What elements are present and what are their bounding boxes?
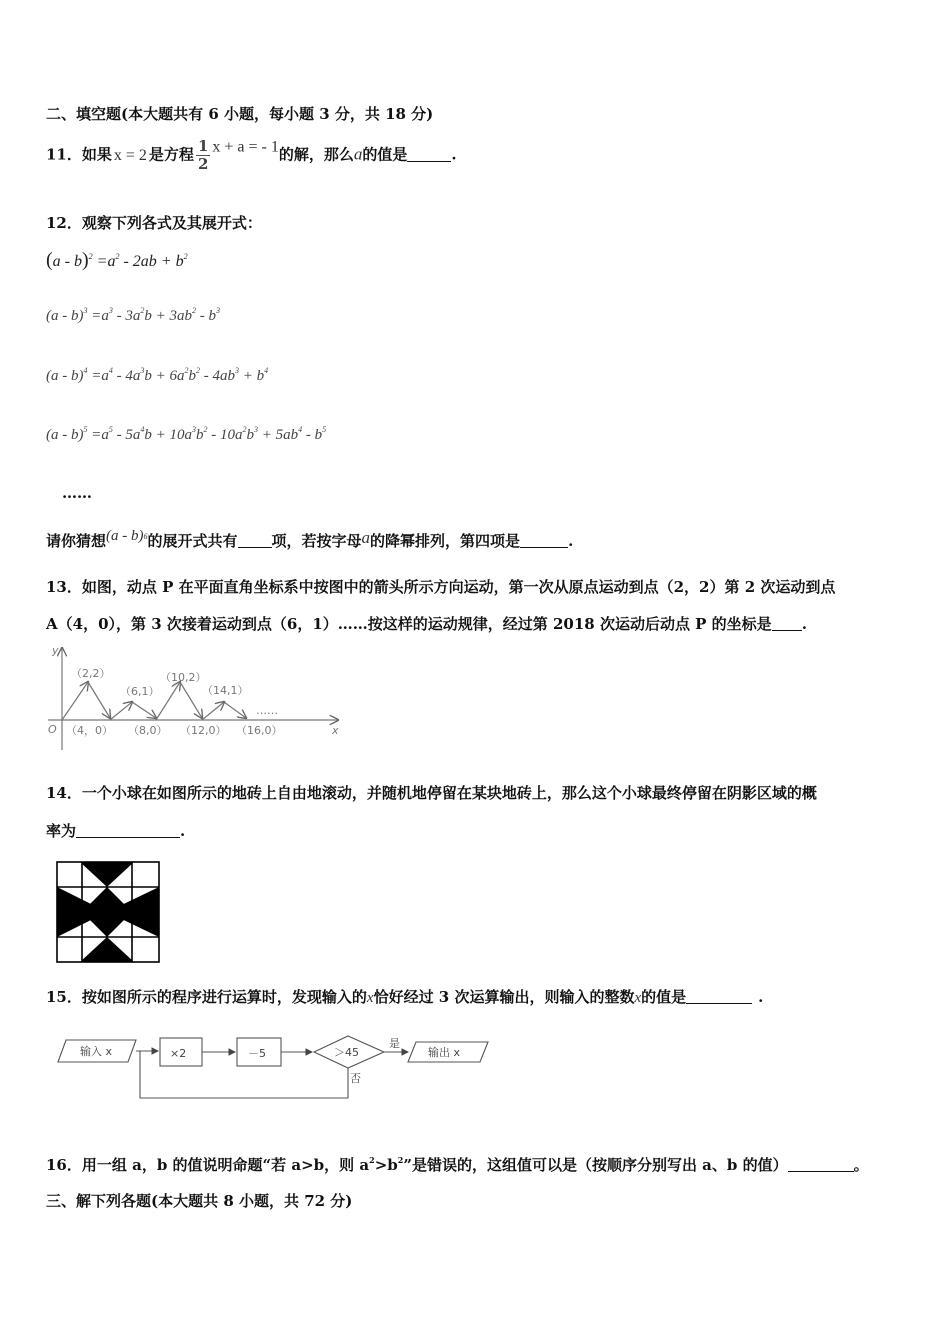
q11-pre: 如果	[81, 145, 112, 164]
segment-4	[132, 702, 156, 718]
tile-floor-figure	[52, 854, 164, 970]
q16-answer-blank[interactable]	[788, 1171, 854, 1172]
times-two-label: ×2	[170, 1047, 187, 1060]
q12-ellipsis: ……	[62, 484, 92, 502]
q12-text: 观察下列各式及其展开式：	[81, 214, 262, 232]
x-axis-label: x	[332, 724, 339, 737]
shade-bottom-right	[107, 937, 134, 962]
q12-term-blank[interactable]	[520, 547, 568, 548]
q16-number: 16．	[46, 1156, 82, 1174]
question-14-line1	[46, 782, 817, 803]
point-labels	[66, 667, 283, 737]
q12-ask-mid2: 项，若按字母	[271, 532, 362, 550]
q12-ask-pre: 请你猜想	[46, 532, 107, 550]
shade-bottom-left	[80, 937, 107, 962]
question-13-line2	[46, 613, 807, 634]
q12-ask-exp: 6	[143, 532, 148, 541]
yes-label: 是	[389, 1037, 400, 1050]
q13-line1: 如图，动点 P 在平面直角坐标系中按图中的箭头所示方向运动，第一次从原点运动到点（2，2）第 2 次运动到点	[81, 578, 836, 596]
q12-number: 12．	[46, 214, 82, 232]
output-label: 输出 x	[428, 1046, 461, 1059]
q16-sup2: 2	[397, 1155, 404, 1165]
q15-var1: x	[366, 990, 374, 1006]
segment-7	[202, 702, 224, 720]
q11-answer-blank[interactable]	[407, 161, 451, 162]
expansion-square: $(a - b)^2 =a^2 - 2ab + b^2$	[46, 249, 188, 271]
q16-mid: >b	[374, 1156, 398, 1174]
q12-ask-var: a	[361, 528, 371, 547]
origin-label: O	[48, 723, 57, 736]
q12-ask-mid: 的展开式共有	[147, 532, 238, 550]
q11-mid: 是方程	[148, 145, 194, 164]
label-4-0: （4，0）	[66, 724, 113, 737]
q13-end: .	[801, 615, 807, 633]
input-label: 输入 x	[80, 1045, 113, 1058]
q11-post2: 的值是	[362, 145, 408, 164]
q13-line2: A（4，0），第 3 次接着运动到点（6，1）……按这样的运动规律，经过第 2018 次运动后动点 P 的坐标是	[46, 615, 772, 633]
q12-count-blank[interactable]	[238, 547, 272, 548]
expansion-cube: $(a - b)^3 =a^3 - 3a^2b + 3ab^2 - b^3$	[46, 306, 220, 324]
minus-five-label: －5	[248, 1047, 266, 1060]
q12-ask-mid3: 的降幂排列，第四项是	[370, 532, 521, 550]
q15-end: .	[758, 988, 764, 1006]
segment-6	[180, 682, 202, 718]
label-dots: ……	[256, 704, 278, 717]
label-8-0: （8,0）	[128, 724, 168, 737]
section-2-title: 二、填空题(本大题共有 6 小题，每小题 3 分，共 18 分)	[46, 105, 434, 123]
q11-frac-den: 2	[197, 155, 209, 173]
q15-answer-blank[interactable]	[686, 1003, 752, 1004]
q14-line1: 一个小球在如图所示的地砖上自由地滚动，并随机地停留在某块地砖上，那么这个小球最终停留在阴影区域的概	[81, 784, 817, 802]
expansion-fifth: $(a - b)^5 =a^5 - 5a^4b + 10a^3b^2 - 10a^2b^3 + 5ab^4 - b^5$	[46, 425, 327, 443]
label-14-1: （14,1）	[202, 684, 249, 697]
label-6-1: （6,1）	[120, 685, 160, 698]
section-3-title: 三、解下列各题(本大题共 8 小题，共 72 分)	[46, 1192, 353, 1210]
shade-top-left	[80, 862, 107, 887]
segment-8	[224, 702, 246, 718]
q16-post: ”是错误的，这组值可以是（按顺序分别写出 a、b 的值）	[403, 1156, 788, 1174]
label-12-0: （12,0）	[180, 724, 227, 737]
q15-mid: 恰好经过 3 次运算输出，则输入的整数	[373, 988, 635, 1006]
q14-line2: 率为	[46, 822, 77, 840]
q11-equation: x + a = - 1	[212, 138, 279, 156]
zigzag-graph	[40, 640, 350, 755]
q15-post: 的值是	[641, 988, 687, 1006]
q12-question	[46, 528, 573, 551]
q11-frac-num: 1	[197, 137, 209, 155]
q11-var: a	[353, 144, 363, 164]
question-15	[46, 986, 763, 1007]
question-12	[46, 212, 262, 233]
segment-2	[88, 682, 110, 718]
q14-number: 14．	[46, 784, 82, 802]
condition-label: ＞45	[334, 1046, 359, 1059]
expansion-fourth: $(a - b)^4 =a^4 - 4a^3b + 6a^2b^2 - 4ab^3 + b^4$	[46, 366, 269, 384]
q13-number: 13．	[46, 578, 82, 596]
q16-sup1: 2	[369, 1155, 375, 1165]
q14-end: .	[180, 822, 186, 840]
shade-top-right	[107, 862, 134, 887]
segment-3	[110, 702, 132, 720]
q11-post1: 的解，那么	[278, 145, 354, 164]
q15-number: 15．	[46, 988, 82, 1006]
q16-pre: 用一组 a，b 的值说明命题“若 a>b，则 a	[81, 1156, 370, 1174]
label-2-2: （2,2）	[71, 667, 111, 680]
q11-condition: x = 2	[113, 146, 147, 164]
q14-answer-blank[interactable]	[76, 837, 180, 838]
question-16	[46, 1154, 869, 1175]
q16-end: 。	[853, 1156, 869, 1174]
y-axis-label: y	[52, 644, 59, 657]
no-label: 否	[350, 1072, 361, 1085]
label-16-0: （16,0）	[236, 724, 283, 737]
segment-1	[62, 682, 88, 720]
segment-5	[156, 682, 180, 720]
question-11	[46, 138, 457, 173]
q12-ask-end: .	[568, 532, 574, 550]
q15-pre: 按如图所示的程序进行运算时，发现输入的	[81, 988, 367, 1006]
q11-end: .	[451, 145, 457, 164]
program-flowchart	[52, 1030, 497, 1105]
q11-number: 11．	[46, 145, 82, 164]
question-13-line1	[46, 576, 835, 597]
label-10-2: （10,2）	[160, 671, 207, 684]
q15-var2: x	[634, 990, 642, 1006]
q13-answer-blank[interactable]	[772, 630, 802, 631]
q12-ask-base: (a - b)	[106, 528, 144, 544]
q11-fraction	[196, 138, 210, 173]
question-14-line2	[46, 820, 185, 841]
